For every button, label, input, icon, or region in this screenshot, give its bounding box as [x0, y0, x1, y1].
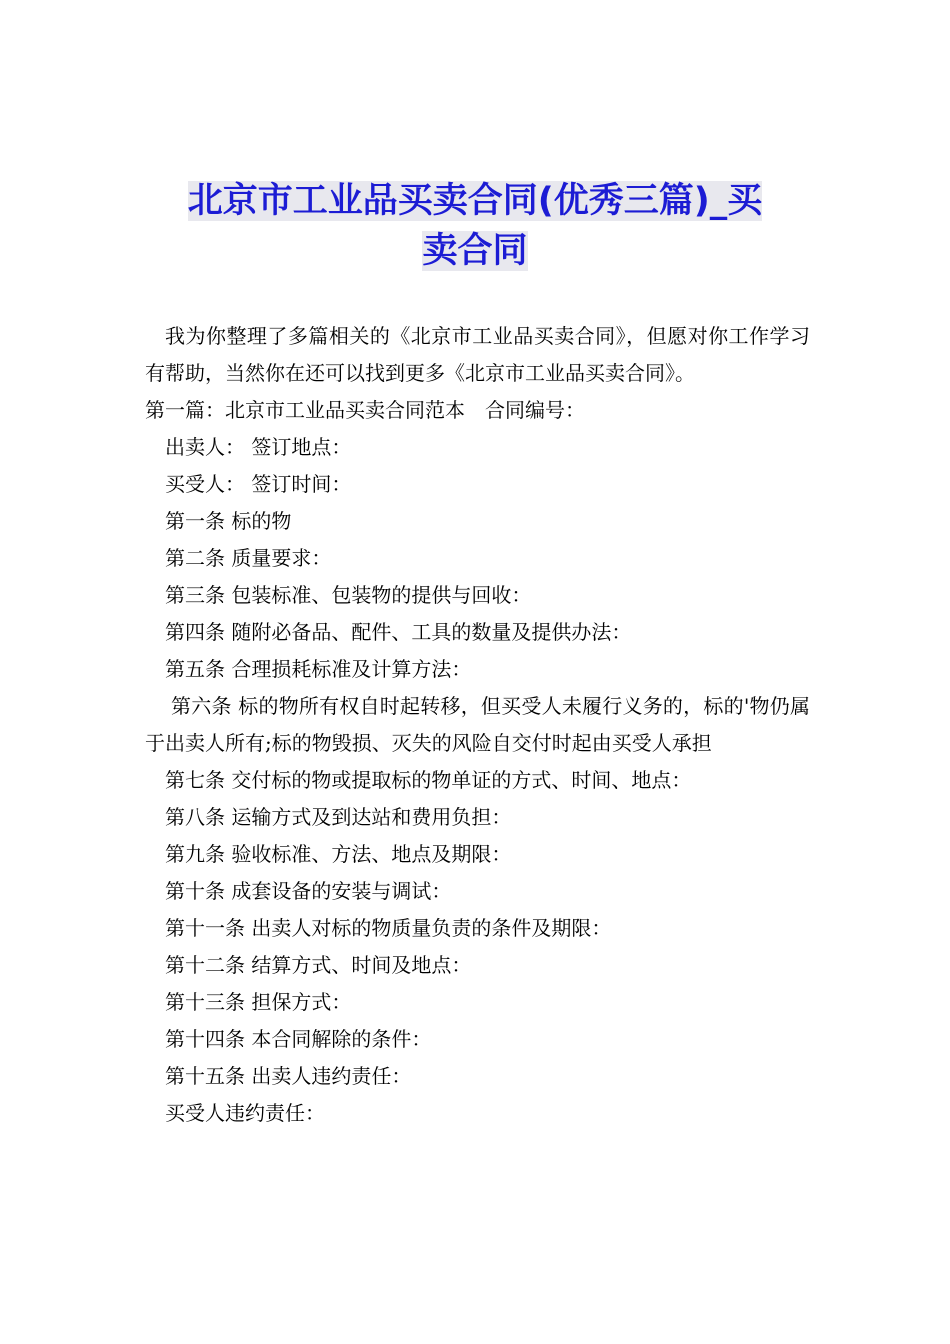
document-title	[140, 176, 810, 276]
intro-paragraph: 我为你整理了多篇相关的《北京市工业品买卖合同》，但愿对你工作学习有帮助，当然你在还可以找到更多《北京市工业品买卖合同》。	[145, 324, 810, 385]
article-6-paragraph: 第六条 标的物所有权自时起转移，但买受人未履行义务的，标的'物仍属于出卖人所有;标的物毁损、灭失的风险自交付时起由买受人承担	[145, 694, 810, 755]
clause-line: 第二条 质量要求：	[165, 546, 332, 570]
clause-line: 买受人： 签订时间：	[165, 472, 352, 496]
clause-line: 第十五条 出卖人违约责任：	[165, 1064, 412, 1088]
clause-line: 第九条 验收标准、方法、地点及期限：	[165, 842, 512, 866]
clause-line: 第八条 运输方式及到达站和费用负担：	[165, 805, 512, 829]
clause-line: 第十四条 本合同解除的条件：	[165, 1027, 432, 1051]
section-heading: 第一篇：北京市工业品买卖合同范本 合同编号：	[145, 398, 585, 422]
clause-line: 第四条 随附必备品、配件、工具的数量及提供办法：	[165, 620, 632, 644]
clause-line: 第三条 包装标准、包装物的提供与回收：	[165, 583, 532, 607]
document-body	[145, 318, 810, 1132]
title-line-1: 北京市工业品买卖合同(优秀三篇)_买	[187, 181, 763, 221]
clause-line: 第十三条 担保方式：	[165, 990, 352, 1014]
clause-line: 第十一条 出卖人对标的物质量负责的条件及期限：	[165, 916, 612, 940]
clause-line: 买受人违约责任：	[165, 1101, 325, 1125]
clause-line: 第十二条 结算方式、时间及地点：	[165, 953, 472, 977]
clause-line: 第七条 交付标的物或提取标的物单证的方式、时间、地点：	[165, 768, 692, 792]
clause-line: 第十条 成套设备的安装与调试：	[165, 879, 452, 903]
clause-line: 第一条 标的物	[165, 509, 292, 533]
clause-line: 第五条 合理损耗标准及计算方法：	[165, 657, 472, 681]
clause-line: 出卖人： 签订地点：	[165, 435, 352, 459]
title-line-2: 卖合同	[422, 231, 528, 271]
